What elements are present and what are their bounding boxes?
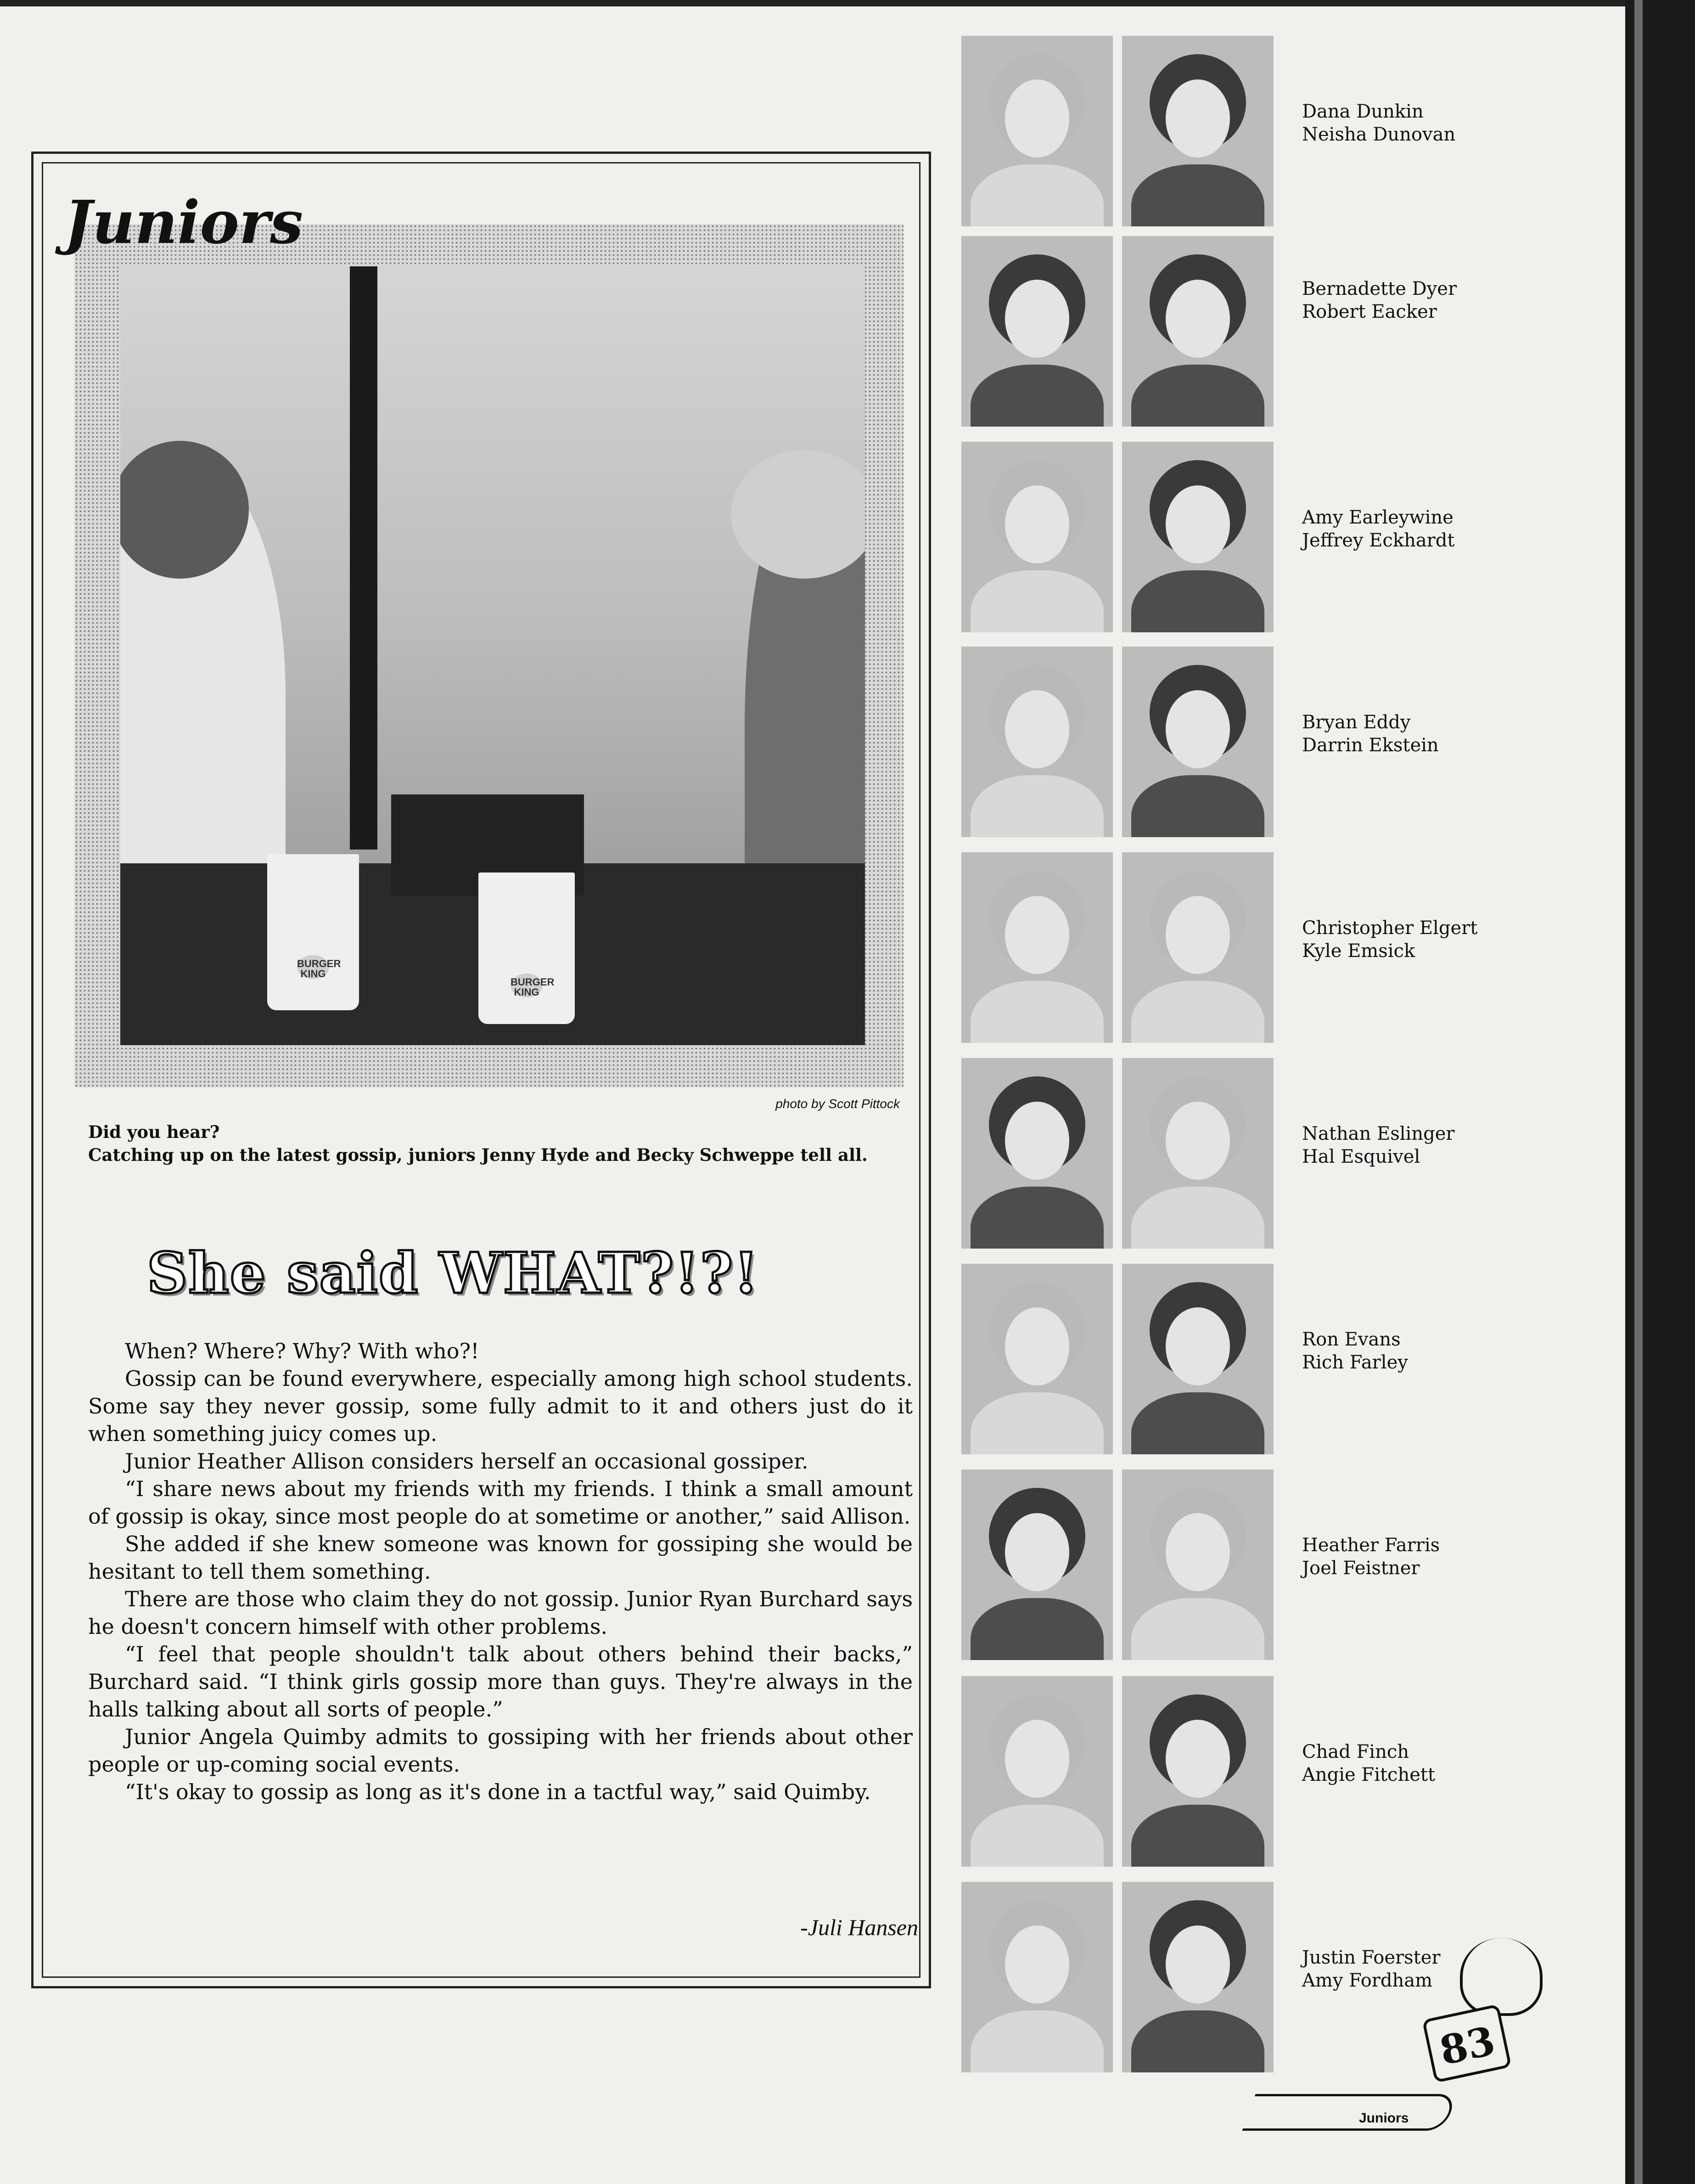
student-name: Kyle Emsick — [1302, 940, 1415, 962]
portrait-row — [0, 647, 1625, 839]
story-paragraph: Junior Heather Allison considers herself an occasional gossiper. — [125, 1449, 808, 1474]
caption-lead: Did you hear? — [88, 1122, 220, 1142]
student-name: Robert Eacker — [1302, 301, 1437, 322]
student-portrait — [1122, 1264, 1274, 1454]
portrait-names — [1302, 100, 1455, 146]
student-portrait — [961, 1469, 1113, 1660]
portrait-names — [1302, 917, 1477, 963]
portrait-row — [0, 1676, 1625, 1869]
student-name: Darrin Ekstein — [1302, 735, 1439, 756]
student-name: Justin Foerster — [1302, 1947, 1441, 1968]
caption-text: Catching up on the latest gossip, juniors Jenny Hyde and Becky Schweppe tell all. — [88, 1145, 868, 1165]
student-name: Heather Farris — [1302, 1535, 1440, 1556]
student-portrait — [1122, 1676, 1274, 1867]
story-paragraph: Gossip can be found everywhere, especially among high school students. Some say they never gossip, some fully admit to it and others just do it when something juicy comes up. — [88, 1366, 913, 1446]
portrait-row — [0, 1264, 1625, 1457]
student-name: Rich Farley — [1302, 1352, 1408, 1373]
student-portrait — [961, 1676, 1113, 1867]
student-name: Ron Evans — [1302, 1329, 1401, 1350]
portrait-row — [0, 1058, 1625, 1251]
student-name: Bernadette Dyer — [1302, 278, 1457, 299]
student-name: Amy Earleywine — [1302, 507, 1454, 528]
story-byline: -Juli Hansen — [800, 1914, 918, 1940]
student-portrait — [961, 852, 1113, 1043]
story-paragraph: Junior Angela Quimby admits to gossiping with her friends about other people or up-coming social events. — [88, 1724, 913, 1777]
page-number: 83 — [1422, 2004, 1511, 2083]
story-paragraph: “It's okay to gossip as long as it's done in a tactful way,” said Quimby. — [125, 1779, 871, 1804]
student-portrait — [1122, 1469, 1274, 1660]
portrait-row — [0, 852, 1625, 1045]
student-portrait — [961, 1882, 1113, 2072]
portrait-names — [1302, 1946, 1441, 1992]
student-name: Dana Dunkin — [1302, 101, 1424, 122]
student-name: Christopher Elgert — [1302, 918, 1478, 939]
student-portrait — [1122, 236, 1274, 427]
student-portrait — [1122, 852, 1274, 1043]
portrait-row — [0, 236, 1625, 429]
portrait-names — [1302, 277, 1457, 323]
student-name: Angie Fitchett — [1302, 1764, 1436, 1785]
student-name: Bryan Eddy — [1302, 712, 1411, 733]
student-portrait — [961, 236, 1113, 427]
portrait-names — [1302, 711, 1439, 757]
portrait-row — [0, 1882, 1625, 2075]
section-ribbon-label: Juniors — [1359, 2111, 1409, 2126]
student-name: Amy Fordham — [1302, 1970, 1433, 1991]
student-portrait — [1122, 442, 1274, 632]
student-name: Joel Feistner — [1302, 1558, 1420, 1579]
student-portrait — [961, 442, 1113, 632]
student-portrait — [1122, 1882, 1274, 2072]
story-paragraph: There are those who claim they do not gossip. Junior Ryan Burchard says he doesn't concern himself with other problems. — [88, 1587, 913, 1639]
tag-string-loop — [1460, 1938, 1543, 2016]
portrait-names — [1302, 1122, 1454, 1168]
portrait-row — [0, 36, 1625, 229]
student-name: Neisha Dunovan — [1302, 124, 1456, 145]
student-name: Chad Finch — [1302, 1741, 1409, 1762]
student-portrait — [1122, 36, 1274, 226]
student-name: Nathan Eslinger — [1302, 1123, 1455, 1144]
student-portrait — [961, 1264, 1113, 1454]
portrait-row — [0, 1469, 1625, 1662]
story-headline: She said WHAT?!?! — [147, 1240, 759, 1306]
story-paragraph: When? Where? Why? With who?! — [125, 1339, 479, 1363]
student-portrait — [961, 1058, 1113, 1249]
student-portrait — [961, 647, 1113, 837]
cup-logo: BURGER KING — [511, 974, 543, 997]
student-portrait — [961, 36, 1113, 226]
portrait-names — [1302, 1534, 1440, 1580]
student-portrait — [1122, 1058, 1274, 1249]
portrait-names — [1302, 506, 1454, 552]
section-ribbon — [1242, 2094, 1457, 2131]
page-top-edge — [0, 0, 1695, 6]
cup-logo: BURGER KING — [297, 955, 329, 979]
student-name: Jeffrey Eckhardt — [1302, 530, 1455, 551]
binding-edge — [1634, 0, 1643, 2184]
portrait-row — [0, 442, 1625, 635]
portrait-names — [1302, 1740, 1435, 1786]
story-paragraph: “I share news about my friends with my friends. I think a small amount of gossip is okay, since most people do at sometime or another,” said Allison. — [88, 1476, 913, 1529]
portrait-names — [1302, 1328, 1408, 1374]
section-title: Juniors — [64, 188, 303, 257]
story-paragraph: “I feel that people shouldn't talk about others behind their backs,” Burchard said. “I think girls gossip more than guys. They're always in the halls talking about all sorts of people.” — [88, 1642, 913, 1722]
story-paragraph: She added if she knew someone was known for gossiping she would be hesitant to tell them something. — [88, 1531, 913, 1584]
photo-credit: photo by Scott Pittock — [775, 1097, 900, 1111]
student-name: Hal Esquivel — [1302, 1146, 1420, 1167]
student-portrait — [1122, 647, 1274, 837]
